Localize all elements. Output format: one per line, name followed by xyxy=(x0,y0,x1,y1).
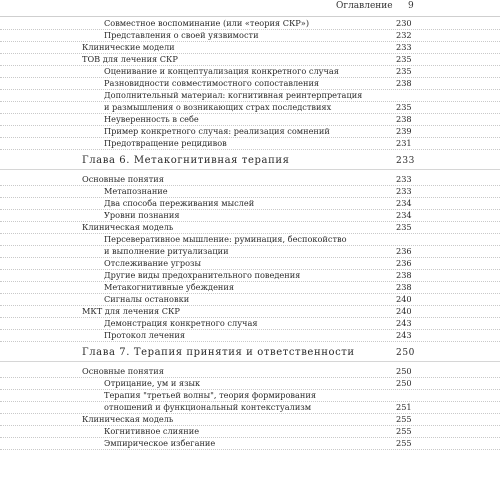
toc-entry-title: ТОВ для лечения СКР xyxy=(82,54,178,64)
toc-entry-title: Уровни познания xyxy=(104,210,180,220)
toc-entry-page: 235 xyxy=(396,222,412,232)
toc-entry-title: Протокол лечения xyxy=(104,330,186,340)
toc-entry-page: 233 xyxy=(396,174,412,184)
toc-entry-title: Представления о своей уязвимости xyxy=(104,30,259,40)
toc-entry-title: Глава 7. Терапия принятия и ответственности xyxy=(82,347,355,358)
toc-entry-title: Сигналы остановки xyxy=(104,294,190,304)
toc-entry-page: 238 xyxy=(396,282,412,292)
toc-entry-title: Клиническая модель xyxy=(82,222,174,232)
toc-entry-page: 240 xyxy=(396,294,412,304)
running-header xyxy=(0,0,500,17)
toc-entry-page: 238 xyxy=(396,270,412,280)
toc-entry-page: 255 xyxy=(396,438,412,448)
toc-entry-page: 236 xyxy=(396,258,412,268)
toc-entry-page: 243 xyxy=(396,330,412,340)
toc-entry-page: 243 xyxy=(396,318,412,328)
toc-entry-page: 239 xyxy=(396,126,412,136)
toc-entry-page: 236 xyxy=(396,246,412,256)
toc-entry-title: Другие виды предохранительного поведения xyxy=(104,270,301,280)
toc-entry-title: Терапия "третьей волны", теория формирования xyxy=(104,390,316,400)
toc-entry-page: 234 xyxy=(396,198,412,208)
toc-entry-title: Клиническая модель xyxy=(82,414,174,424)
toc-entry-title: Эмпирическое избегание xyxy=(104,438,216,448)
toc-entry-page: 235 xyxy=(396,102,412,112)
toc-entry-page: 233 xyxy=(396,156,415,166)
toc-entry-title: Персеверативное мышление: руминация, беспокойство xyxy=(104,234,347,244)
toc-entry-page: 250 xyxy=(396,348,415,358)
toc-entry-title: Два способа переживания мыслей xyxy=(104,198,255,208)
toc-entry-title: Пример конкретного случая: реализация сомнений xyxy=(104,126,330,136)
toc-entry-page: 231 xyxy=(396,138,412,148)
toc-entry-title: Разновидности совместимостного сопоставления xyxy=(104,78,320,88)
toc-entry-title: Метакогнитивные убеждения xyxy=(104,282,234,292)
toc-entry-title: и выполнение ритуализации xyxy=(104,246,229,256)
toc-entry-title: Когнитивное слияние xyxy=(104,426,200,436)
toc-entry-page: 255 xyxy=(396,414,412,424)
header-page-number: 9 xyxy=(408,1,414,11)
toc-entry-title: Отслеживание угрозы xyxy=(104,258,201,268)
toc-entry-page: 232 xyxy=(396,30,412,40)
toc-entry-title: Отрицание, ум и язык xyxy=(104,378,201,388)
toc-entry-page: 235 xyxy=(396,54,412,64)
toc-chapter-heading xyxy=(0,345,500,362)
toc-entry-page: 238 xyxy=(396,78,412,88)
header-title: Оглавление xyxy=(336,1,393,11)
toc-entry-page: 250 xyxy=(396,366,412,376)
toc-entry-title: Дополнительный материал: когнитивная реинтерпретация xyxy=(104,90,363,100)
toc-entry-page: 251 xyxy=(396,402,412,412)
toc-entry-title: Оценивание и концептуализация конкретного случая xyxy=(104,66,339,76)
toc-entry-page: 255 xyxy=(396,426,412,436)
toc-entry-page: 238 xyxy=(396,114,412,124)
toc-entry-title: отношений и функциональный контекстуализм xyxy=(104,402,312,412)
toc-entry-title: Совместное воспоминание (или «теория СКР») xyxy=(104,18,310,28)
toc-entry-title: Клинические модели xyxy=(82,42,175,52)
toc-entry-title: Метапознание xyxy=(104,186,168,196)
toc-subsection-entry xyxy=(0,437,500,450)
toc-entry-page: 230 xyxy=(396,18,412,28)
toc-entry-page: 233 xyxy=(396,42,412,52)
toc-subsection-entry xyxy=(0,137,500,150)
toc-entry-title: Предотвращение рецидивов xyxy=(104,138,227,148)
toc-entry-title: Глава 6. Метакогнитивная терапия xyxy=(82,155,290,166)
toc-entry-page: 233 xyxy=(396,186,412,196)
toc-entry-title: и размышления о возникающих страх последствиях xyxy=(104,102,332,112)
toc-entry-page: 235 xyxy=(396,66,412,76)
toc-entry-title: Основные понятия xyxy=(82,366,164,376)
toc-subsection-entry xyxy=(0,329,500,342)
toc-entry-title: Основные понятия xyxy=(82,174,164,184)
toc-entry-page: 250 xyxy=(396,378,412,388)
toc-entry-title: Неуверенность в себе xyxy=(104,114,199,124)
toc-chapter-heading xyxy=(0,153,500,170)
toc-entry-page: 234 xyxy=(396,210,412,220)
toc-entry-title: МКТ для лечения СКР xyxy=(82,306,180,316)
toc-entry-title: Демонстрация конкретного случая xyxy=(104,318,258,328)
toc-entry-page: 240 xyxy=(396,306,412,316)
